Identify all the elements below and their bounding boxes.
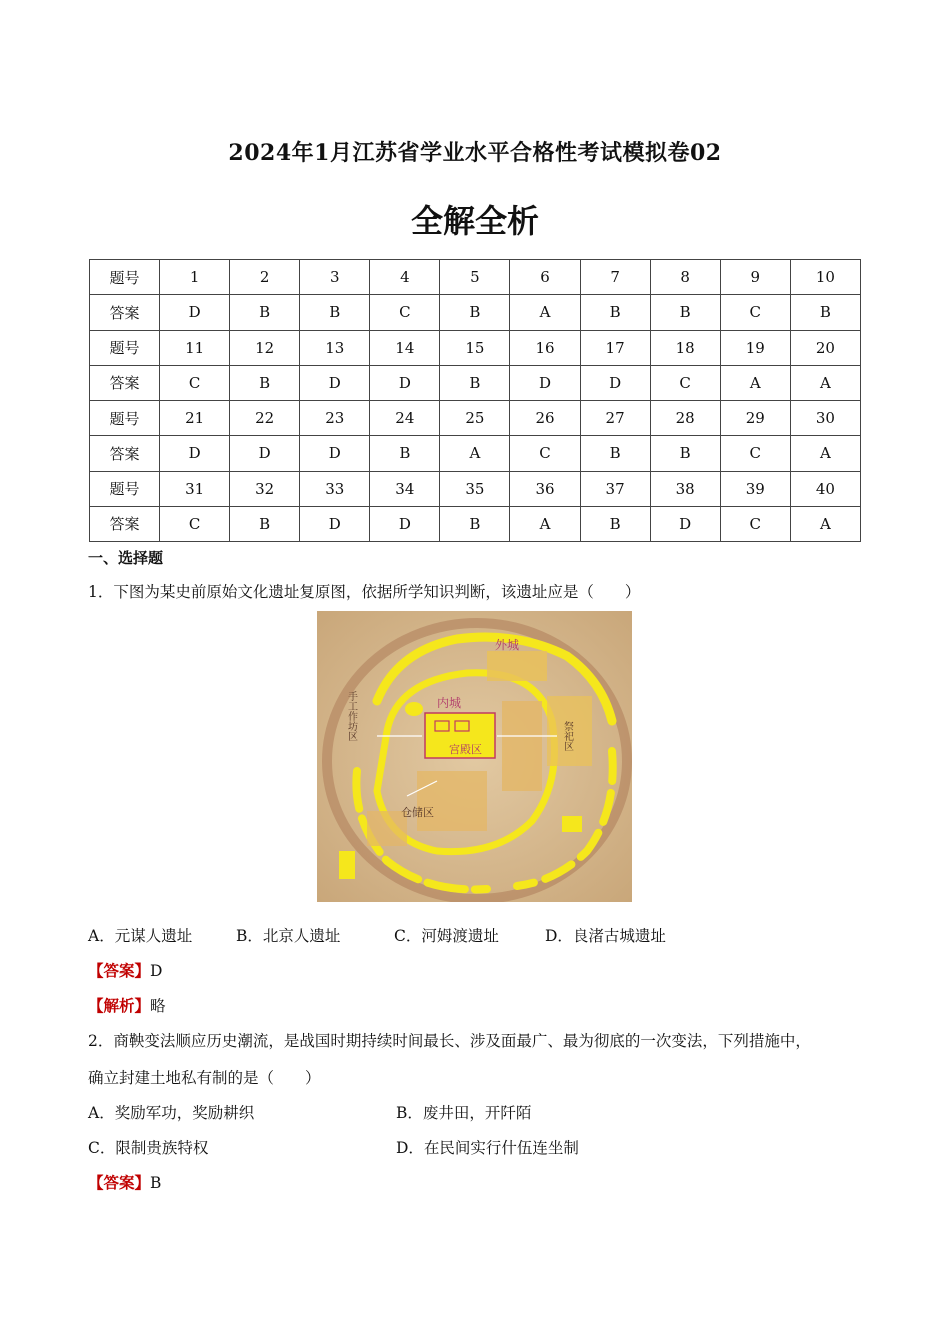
question-number-row xyxy=(90,401,861,436)
question-label-cell: 题号 xyxy=(90,260,160,295)
question-number-cell: 17 xyxy=(580,330,650,365)
question-number-cell: 34 xyxy=(370,471,440,506)
answer-tag: 【答案】 xyxy=(88,962,151,980)
question-number-cell: 10 xyxy=(790,260,860,295)
answer-row xyxy=(90,506,861,541)
map-label-left: 手工作坊区 xyxy=(345,691,357,741)
question-label-cell: 题号 xyxy=(90,401,160,436)
answer-cell: A xyxy=(510,295,580,330)
question-number-cell: 26 xyxy=(510,401,580,436)
answer-cell: B xyxy=(580,506,650,541)
question-number-cell: 14 xyxy=(370,330,440,365)
answer-cell: A xyxy=(790,436,860,471)
map-label-outer: 外城 xyxy=(495,638,520,652)
answer-label-cell: 答案 xyxy=(90,436,160,471)
answer-tag: 【答案】 xyxy=(88,1174,151,1192)
page-subtitle: 全解全析 xyxy=(410,202,539,240)
answer-cell: D xyxy=(160,436,230,471)
answer-cell: B xyxy=(650,436,720,471)
question-number-cell: 24 xyxy=(370,401,440,436)
question-label-cell: 题号 xyxy=(90,330,160,365)
q2-answer-line xyxy=(88,1171,161,1193)
answer-cell: B xyxy=(440,365,510,400)
answer-cell: D xyxy=(370,365,440,400)
q2-answer-value: B xyxy=(150,1174,162,1192)
question-number-cell: 19 xyxy=(720,330,790,365)
question-number-cell: 18 xyxy=(650,330,720,365)
analysis-tag: 【解析】 xyxy=(88,997,151,1015)
answer-cell: D xyxy=(370,506,440,541)
question-label-cell: 题号 xyxy=(90,471,160,506)
answer-cell: D xyxy=(160,295,230,330)
answer-cell: B xyxy=(300,295,370,330)
answer-cell: B xyxy=(230,295,300,330)
q2-option-b: B．废井田，开阡陌 xyxy=(396,1104,532,1122)
question-number-cell: 13 xyxy=(300,330,370,365)
map-label-palace: 宫殿区 xyxy=(449,743,482,756)
question-number-cell: 32 xyxy=(230,471,300,506)
map-label-storage: 仓储区 xyxy=(401,806,434,819)
section-title: 一、选择题 xyxy=(88,549,164,567)
question-number-cell: 9 xyxy=(720,260,790,295)
answer-cell: B xyxy=(790,295,860,330)
question-number-cell: 16 xyxy=(510,330,580,365)
answer-label-cell: 答案 xyxy=(90,506,160,541)
answer-cell: A xyxy=(790,506,860,541)
q1-option-c: C．河姆渡遗址 xyxy=(394,927,499,945)
question-number-cell: 22 xyxy=(230,401,300,436)
question-number-cell: 1 xyxy=(160,260,230,295)
answer-cell: B xyxy=(440,506,510,541)
question-number-cell: 29 xyxy=(720,401,790,436)
answer-cell: C xyxy=(510,436,580,471)
question-number-cell: 25 xyxy=(440,401,510,436)
answer-cell: C xyxy=(720,295,790,330)
answer-cell: D xyxy=(300,365,370,400)
q1-option-a: A．元谋人遗址 xyxy=(88,927,193,945)
question-2-stem-line1: 2．商鞅变法顺应历史潮流，是战国时期持续时间最长、涉及面最广、最为彻底的一次变法，下列措施中， xyxy=(88,1032,811,1050)
answer-label-cell: 答案 xyxy=(90,295,160,330)
map-label-inner: 内城 xyxy=(437,696,462,710)
site-map-image xyxy=(317,611,632,902)
question-1-stem: 1．下图为某史前原始文化遗址复原图，依据所学知识判断，该遗址应是（ ） xyxy=(88,583,641,601)
question-number-row xyxy=(90,471,861,506)
q1-answer-value: D xyxy=(150,962,163,980)
answer-cell: B xyxy=(370,436,440,471)
question-number-cell: 4 xyxy=(370,260,440,295)
question-number-cell: 5 xyxy=(440,260,510,295)
answer-cell: D xyxy=(510,365,580,400)
q1-answer-line xyxy=(88,959,162,981)
answer-cell: D xyxy=(300,436,370,471)
question-number-cell: 15 xyxy=(440,330,510,365)
question-2-stem-line2: 确立封建土地私有制的是（ ） xyxy=(88,1069,321,1087)
answer-cell: B xyxy=(650,295,720,330)
question-number-cell: 8 xyxy=(650,260,720,295)
question-number-cell: 30 xyxy=(790,401,860,436)
question-number-cell: 39 xyxy=(720,471,790,506)
question-number-cell: 12 xyxy=(230,330,300,365)
page-title: 2024年1月江苏省学业水平合格性考试模拟卷02 xyxy=(228,140,722,166)
answer-cell: B xyxy=(440,295,510,330)
question-number-cell: 28 xyxy=(650,401,720,436)
question-number-cell: 33 xyxy=(300,471,370,506)
answer-cell: A xyxy=(440,436,510,471)
answer-cell: B xyxy=(580,295,650,330)
question-number-cell: 37 xyxy=(580,471,650,506)
answer-cell: D xyxy=(300,506,370,541)
answer-cell: C xyxy=(160,365,230,400)
q1-analysis-value: 略 xyxy=(150,997,166,1015)
answer-cell: D xyxy=(580,365,650,400)
answer-cell: B xyxy=(230,506,300,541)
question-number-cell: 27 xyxy=(580,401,650,436)
question-number-cell: 31 xyxy=(160,471,230,506)
question-number-row xyxy=(90,260,861,295)
answer-cell: A xyxy=(790,365,860,400)
question-number-cell: 35 xyxy=(440,471,510,506)
answer-cell: D xyxy=(650,506,720,541)
map-label-right: 祭祀区 xyxy=(561,721,573,751)
answer-row xyxy=(90,295,861,330)
question-number-cell: 40 xyxy=(790,471,860,506)
question-number-cell: 20 xyxy=(790,330,860,365)
q1-option-d: D．良渚古城遗址 xyxy=(545,927,666,945)
question-number-cell: 36 xyxy=(510,471,580,506)
question-number-row xyxy=(90,330,861,365)
q2-option-c: C．限制贵族特权 xyxy=(88,1139,209,1157)
question-number-cell: 38 xyxy=(650,471,720,506)
answer-cell: C xyxy=(650,365,720,400)
question-number-cell: 11 xyxy=(160,330,230,365)
q1-option-b: B．北京人遗址 xyxy=(236,927,341,945)
question-number-cell: 21 xyxy=(160,401,230,436)
answer-cell: C xyxy=(370,295,440,330)
answer-cell: C xyxy=(160,506,230,541)
answer-label-cell: 答案 xyxy=(90,365,160,400)
answer-cell: C xyxy=(720,506,790,541)
question-number-cell: 6 xyxy=(510,260,580,295)
question-number-cell: 2 xyxy=(230,260,300,295)
q2-option-a: A．奖励军功，奖励耕织 xyxy=(88,1104,255,1122)
answer-row xyxy=(90,365,861,400)
question-number-cell: 7 xyxy=(580,260,650,295)
answer-cell: A xyxy=(720,365,790,400)
answer-row xyxy=(90,436,861,471)
question-number-cell: 23 xyxy=(300,401,370,436)
answer-table xyxy=(89,259,861,542)
q1-analysis-line xyxy=(88,994,166,1016)
answer-cell: B xyxy=(580,436,650,471)
answer-cell: C xyxy=(720,436,790,471)
answer-cell: A xyxy=(510,506,580,541)
q2-option-d: D．在民间实行什伍连坐制 xyxy=(396,1139,579,1157)
answer-cell: B xyxy=(230,365,300,400)
question-number-cell: 3 xyxy=(300,260,370,295)
answer-cell: D xyxy=(230,436,300,471)
